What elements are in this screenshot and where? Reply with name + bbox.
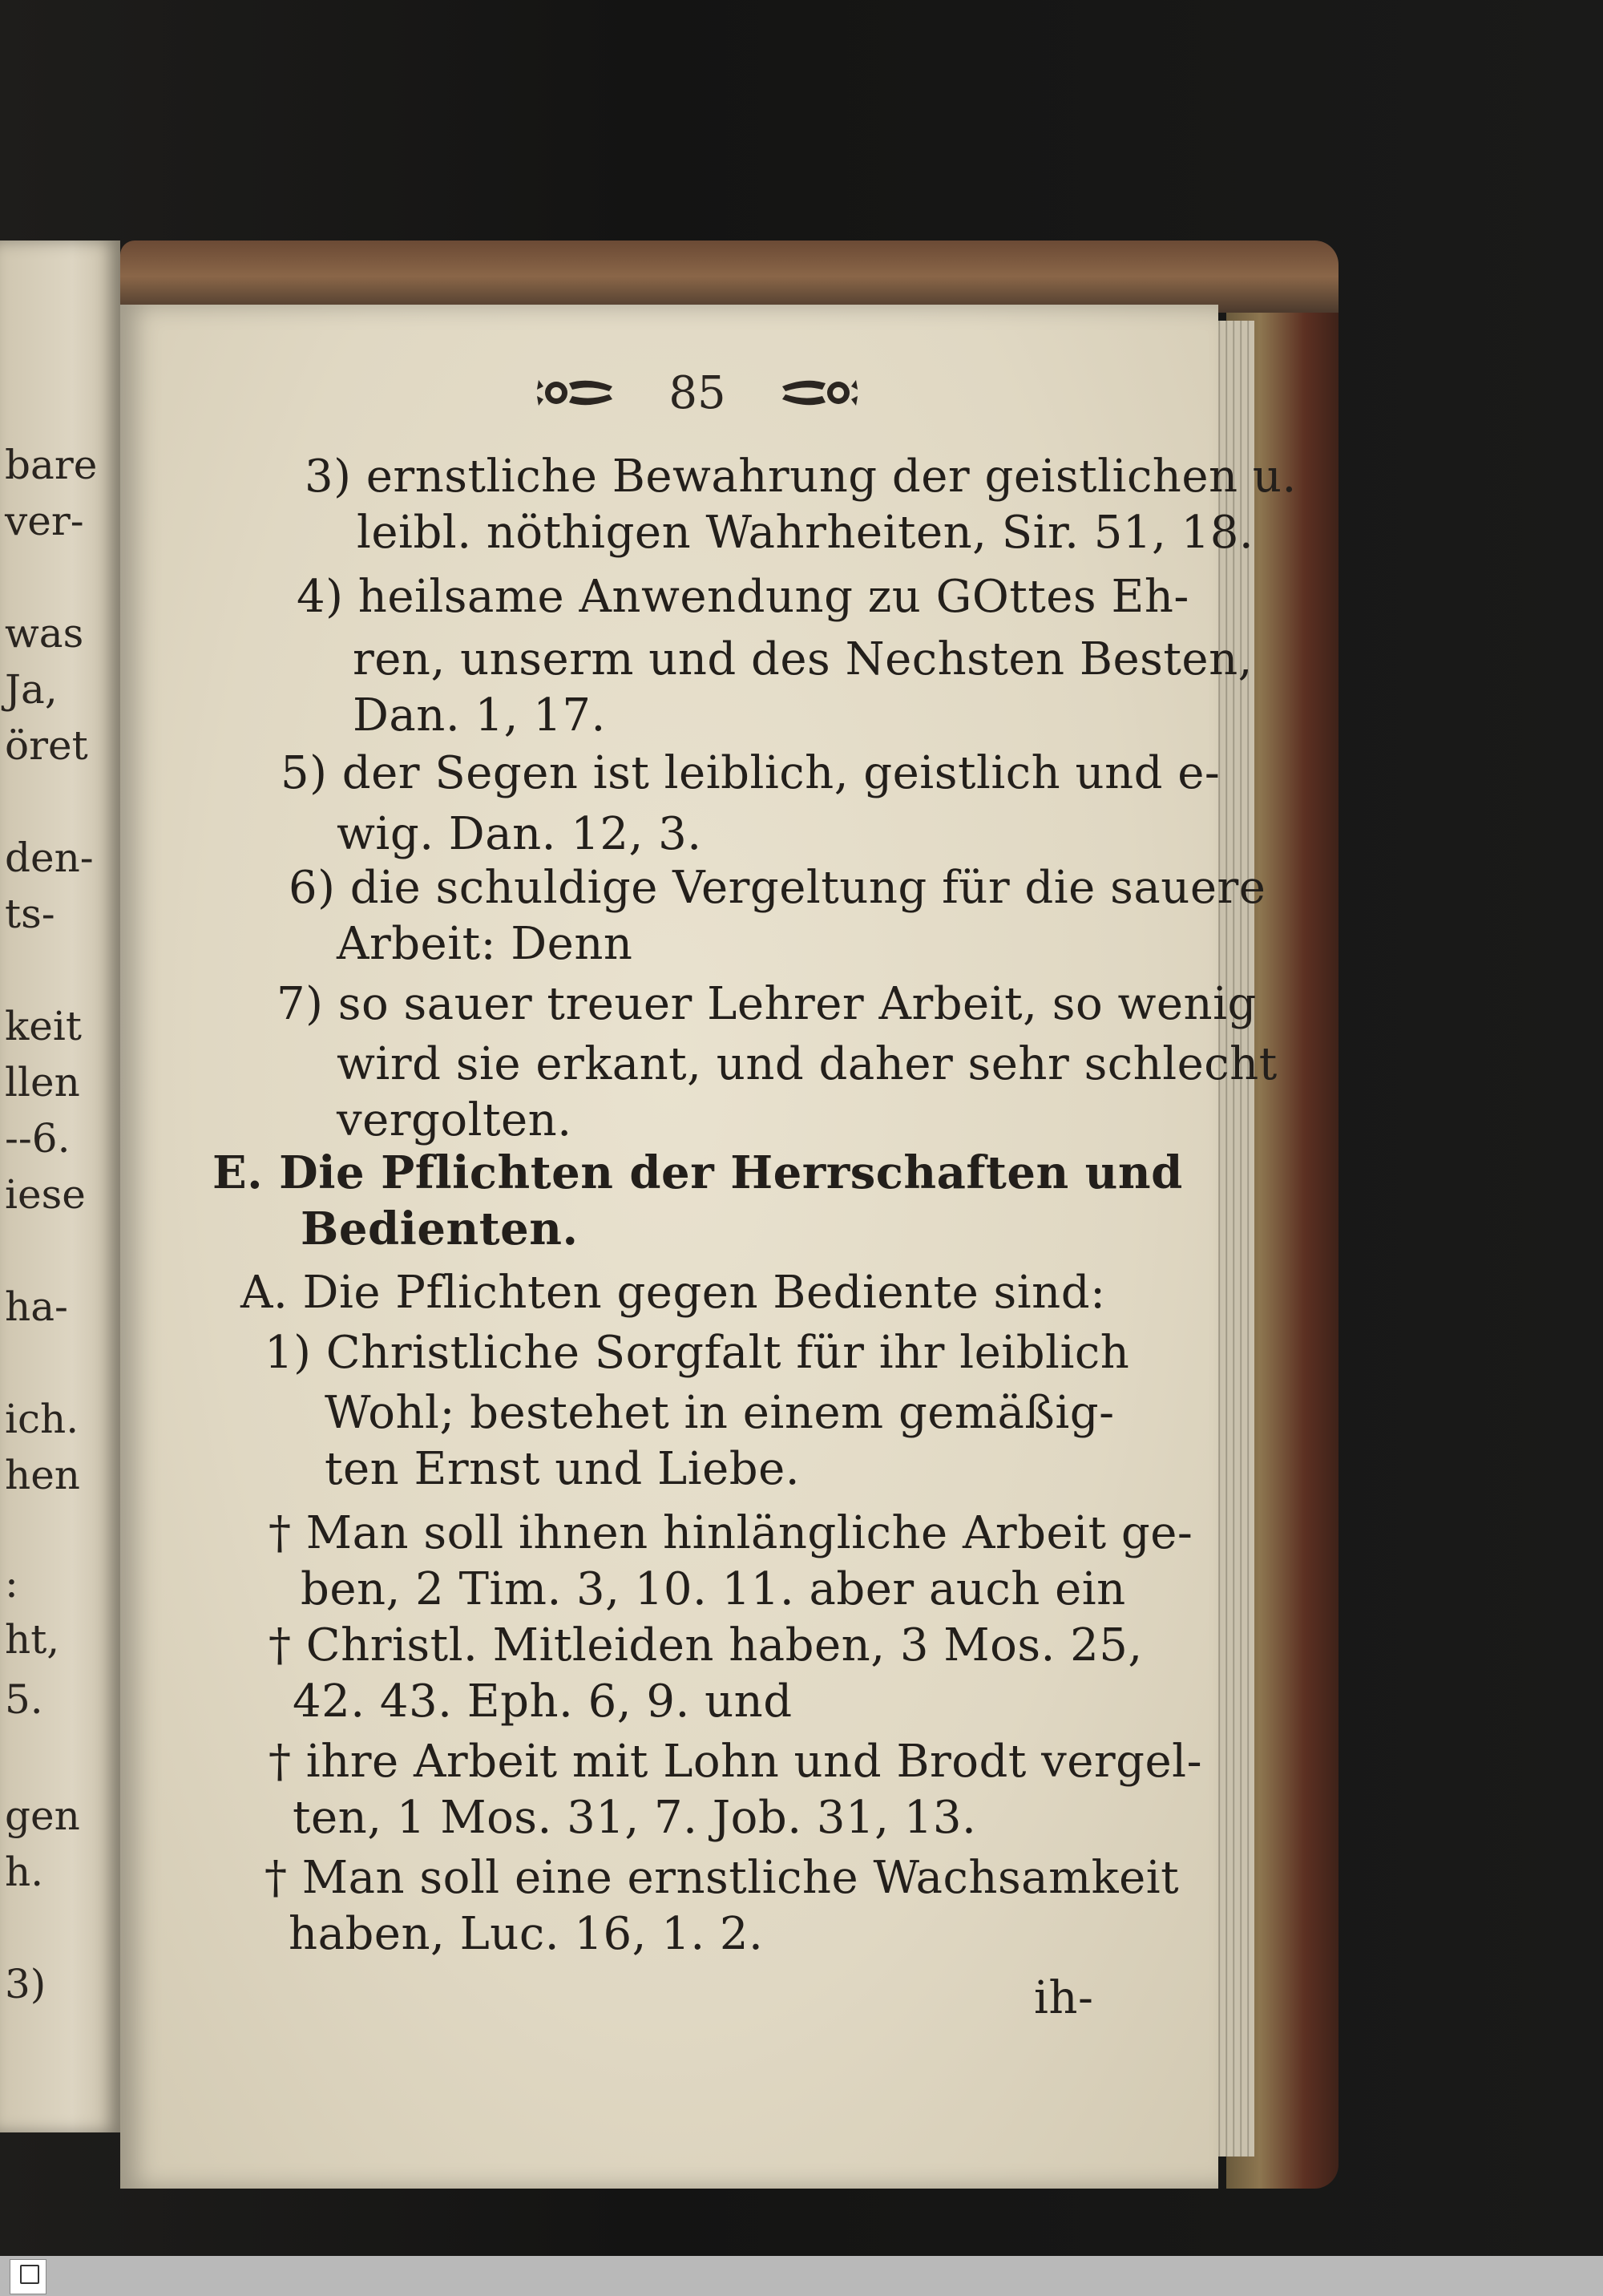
text-line: ren, unserm und des Nechsten Besten, (353, 633, 1253, 685)
page-header (513, 357, 882, 429)
left-fragment: ht, (5, 1616, 60, 1663)
text-line: † Christl. Mitleiden haben, 3 Mos. 25, (269, 1619, 1143, 1671)
left-fragment: h. (5, 1849, 44, 1895)
page-number: 85 (668, 366, 726, 419)
text-line: wird sie erkant, und daher sehr schlecht (337, 1038, 1278, 1090)
left-fragment: iese (5, 1171, 86, 1218)
text-line: haben, Luc. 16, 1. 2. (289, 1908, 764, 1960)
text-line: † ihre Arbeit mit Lohn und Brodt vergel- (269, 1736, 1202, 1788)
left-fragment: 5. (5, 1676, 43, 1723)
text-line: † Man soll ihnen hinlängliche Arbeit ge- (269, 1507, 1193, 1559)
text-line: † Man soll eine ernstliche Wachsamkeit (264, 1852, 1180, 1904)
book-cover-top (120, 241, 1339, 313)
text-line: vergolten. (337, 1094, 572, 1146)
left-fragment: hen (5, 1452, 80, 1498)
left-fragment: --6. (5, 1115, 71, 1162)
catchword: ih- (1034, 1972, 1094, 2024)
text-line: 7) so sauer treuer Lehrer Arbeit, so wenig (277, 978, 1257, 1030)
text-line: wig. Dan. 12, 3. (337, 808, 702, 860)
subsection-heading: A. Die Pflichten gegen Bediente sind: (240, 1267, 1106, 1319)
left-fragment: was (5, 610, 84, 657)
left-fragment: : (5, 1560, 18, 1607)
text-line: Arbeit: Denn (337, 918, 633, 970)
text-line: leibl. nöthigen Wahrheiten, Sir. 51, 18. (357, 507, 1254, 559)
left-fragment: llen (5, 1059, 80, 1106)
left-fragment: öret (5, 722, 88, 769)
left-fragment: ich. (5, 1396, 79, 1442)
right-ornament-icon (774, 369, 862, 417)
section-heading: E. Die Pflichten der Herrschaften und (212, 1146, 1183, 1199)
left-fragment: bare (5, 442, 98, 488)
text-line: ten Ernst und Liebe. (325, 1443, 801, 1495)
text-line: 42. 43. Eph. 6, 9. und (293, 1676, 793, 1728)
text-line: 1) Christliche Sorgfalt für ihr leiblich (264, 1327, 1130, 1379)
text-line: ten, 1 Mos. 31, 7. Job. 31, 13. (293, 1792, 977, 1844)
left-facing-page (0, 241, 120, 2132)
library-logo-icon (10, 2259, 46, 2294)
text-line: Wohl; bestehet in einem gemäßig- (325, 1387, 1115, 1439)
text-line: 6) die schuldige Vergeltung für die sauere (289, 862, 1266, 914)
left-fragment: den- (5, 835, 94, 881)
left-fragment: ts- (5, 891, 55, 937)
left-fragment: 3) (5, 1961, 46, 2007)
left-fragment: Ja, (5, 666, 58, 713)
text-line: 5) der Segen ist leiblich, geistlich und e- (281, 747, 1221, 799)
left-fragment: keit (5, 1003, 82, 1049)
text-line: ben, 2 Tim. 3, 10. 11. aber auch ein (301, 1563, 1126, 1615)
left-fragment: ha- (5, 1283, 68, 1330)
section-heading: Bedienten. (301, 1203, 579, 1255)
viewer-footer-bar (0, 2256, 1603, 2296)
left-fragment: ver- (5, 498, 84, 544)
text-line: 4) heilsame Anwendung zu GOttes Eh- (297, 571, 1189, 623)
text-line: Dan. 1, 17. (353, 689, 606, 742)
left-ornament-icon (532, 369, 620, 417)
left-fragment: gen (5, 1793, 80, 1839)
text-line: 3) ernstliche Bewahrung der geistlichen u. (305, 451, 1297, 503)
